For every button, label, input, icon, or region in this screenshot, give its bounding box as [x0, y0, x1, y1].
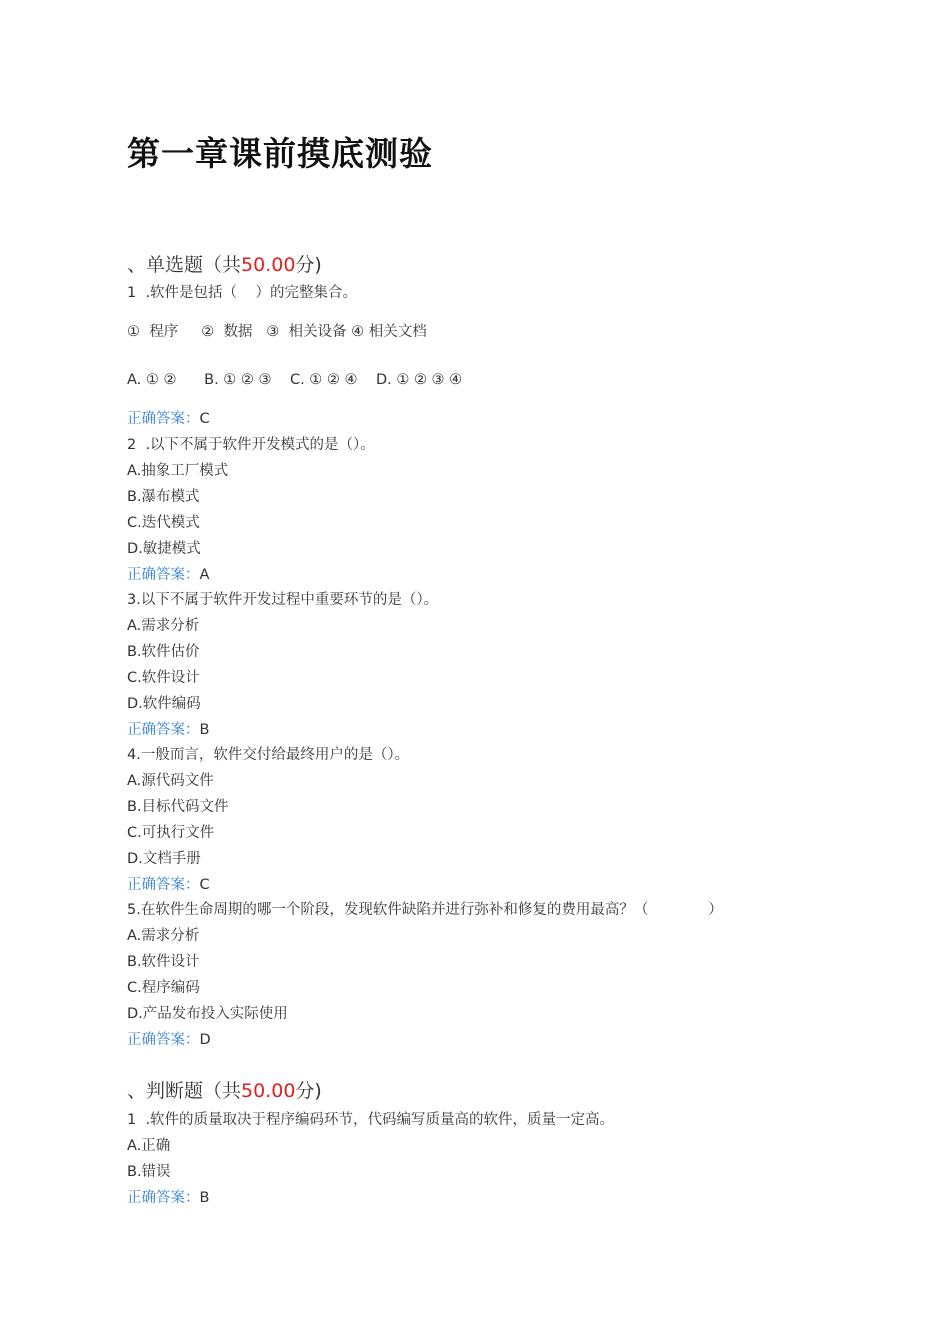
question-extra: A. ① ② B. ① ② ③ C. ① ② ④ D. ① ② ③ ④: [127, 372, 463, 388]
section-head-prefix: 、判断题（共: [127, 1080, 242, 1102]
answer-line: [127, 873, 210, 897]
question-stem: 5.在软件生命周期的哪一个阶段，发现软件缺陷并进行弥补和修复的费用最高？（ ）: [127, 902, 723, 918]
answer-value: B: [199, 1190, 210, 1206]
answer-label: 正确答案：: [127, 567, 200, 583]
answer-value: A: [199, 567, 210, 583]
option: C.迭代模式: [127, 515, 200, 531]
question-stem: 1 .软件是包括（ ）的完整集合。: [127, 285, 357, 301]
answer-label: 正确答案：: [127, 1032, 200, 1048]
answer-line: [127, 718, 209, 742]
answer-label: 正确答案：: [127, 411, 200, 427]
option: B.软件设计: [127, 954, 200, 970]
question-stem: 3.以下不属于软件开发过程中重要环节的是（）。: [127, 592, 439, 608]
question-stem: 2 .以下不属于软件开发模式的是（）。: [127, 437, 375, 453]
answer-line: [127, 1028, 211, 1052]
answer-label: 正确答案：: [127, 1190, 200, 1206]
section-head-prefix: 、单选题（共: [127, 254, 242, 276]
option: B.目标代码文件: [127, 799, 229, 815]
section-head-suffix: 分): [295, 1080, 322, 1102]
option: C.可执行文件: [127, 825, 215, 841]
option: A.源代码文件: [127, 773, 214, 789]
question-stem: 1 .软件的质量取决于程序编码环节，代码编写质量高的软件，质量一定高。: [127, 1112, 615, 1128]
answer-value: C: [199, 411, 210, 427]
option: A.需求分析: [127, 618, 200, 634]
option: C.程序编码: [127, 980, 200, 996]
option: D.产品发布投入实际使用: [127, 1006, 288, 1022]
section-score: 50.00: [241, 254, 296, 276]
section-head-suffix: 分): [295, 254, 322, 276]
page-title: 第一章课前摸底测验: [127, 134, 433, 173]
option: D.文档手册: [127, 851, 201, 867]
option: B.瀑布模式: [127, 489, 200, 505]
option: D.软件编码: [127, 696, 201, 712]
answer-label: 正确答案：: [127, 722, 200, 738]
option: A.抽象工厂模式: [127, 463, 229, 479]
option: C.软件设计: [127, 670, 200, 686]
option: A.需求分析: [127, 928, 200, 944]
question-extra: ① 程序 ② 数据 ③ 相关设备 ④ 相关文档: [127, 324, 427, 340]
answer-value: D: [199, 1032, 211, 1048]
answer-label: 正确答案：: [127, 877, 200, 893]
option: B.软件估价: [127, 644, 200, 660]
section-score: 50.00: [241, 1080, 296, 1102]
answer-value: C: [199, 877, 210, 893]
section-head-true-false: [127, 1078, 322, 1104]
answer-line: [127, 563, 209, 587]
option: A.正确: [127, 1138, 171, 1154]
option: B.错误: [127, 1164, 171, 1180]
question-stem: 4.一般而言，软件交付给最终用户的是（）。: [127, 747, 410, 763]
section-head-single-choice: [127, 252, 322, 278]
option: D.敏捷模式: [127, 541, 201, 557]
answer-value: B: [199, 722, 210, 738]
answer-line: [127, 1186, 209, 1210]
answer-line: [127, 407, 210, 431]
